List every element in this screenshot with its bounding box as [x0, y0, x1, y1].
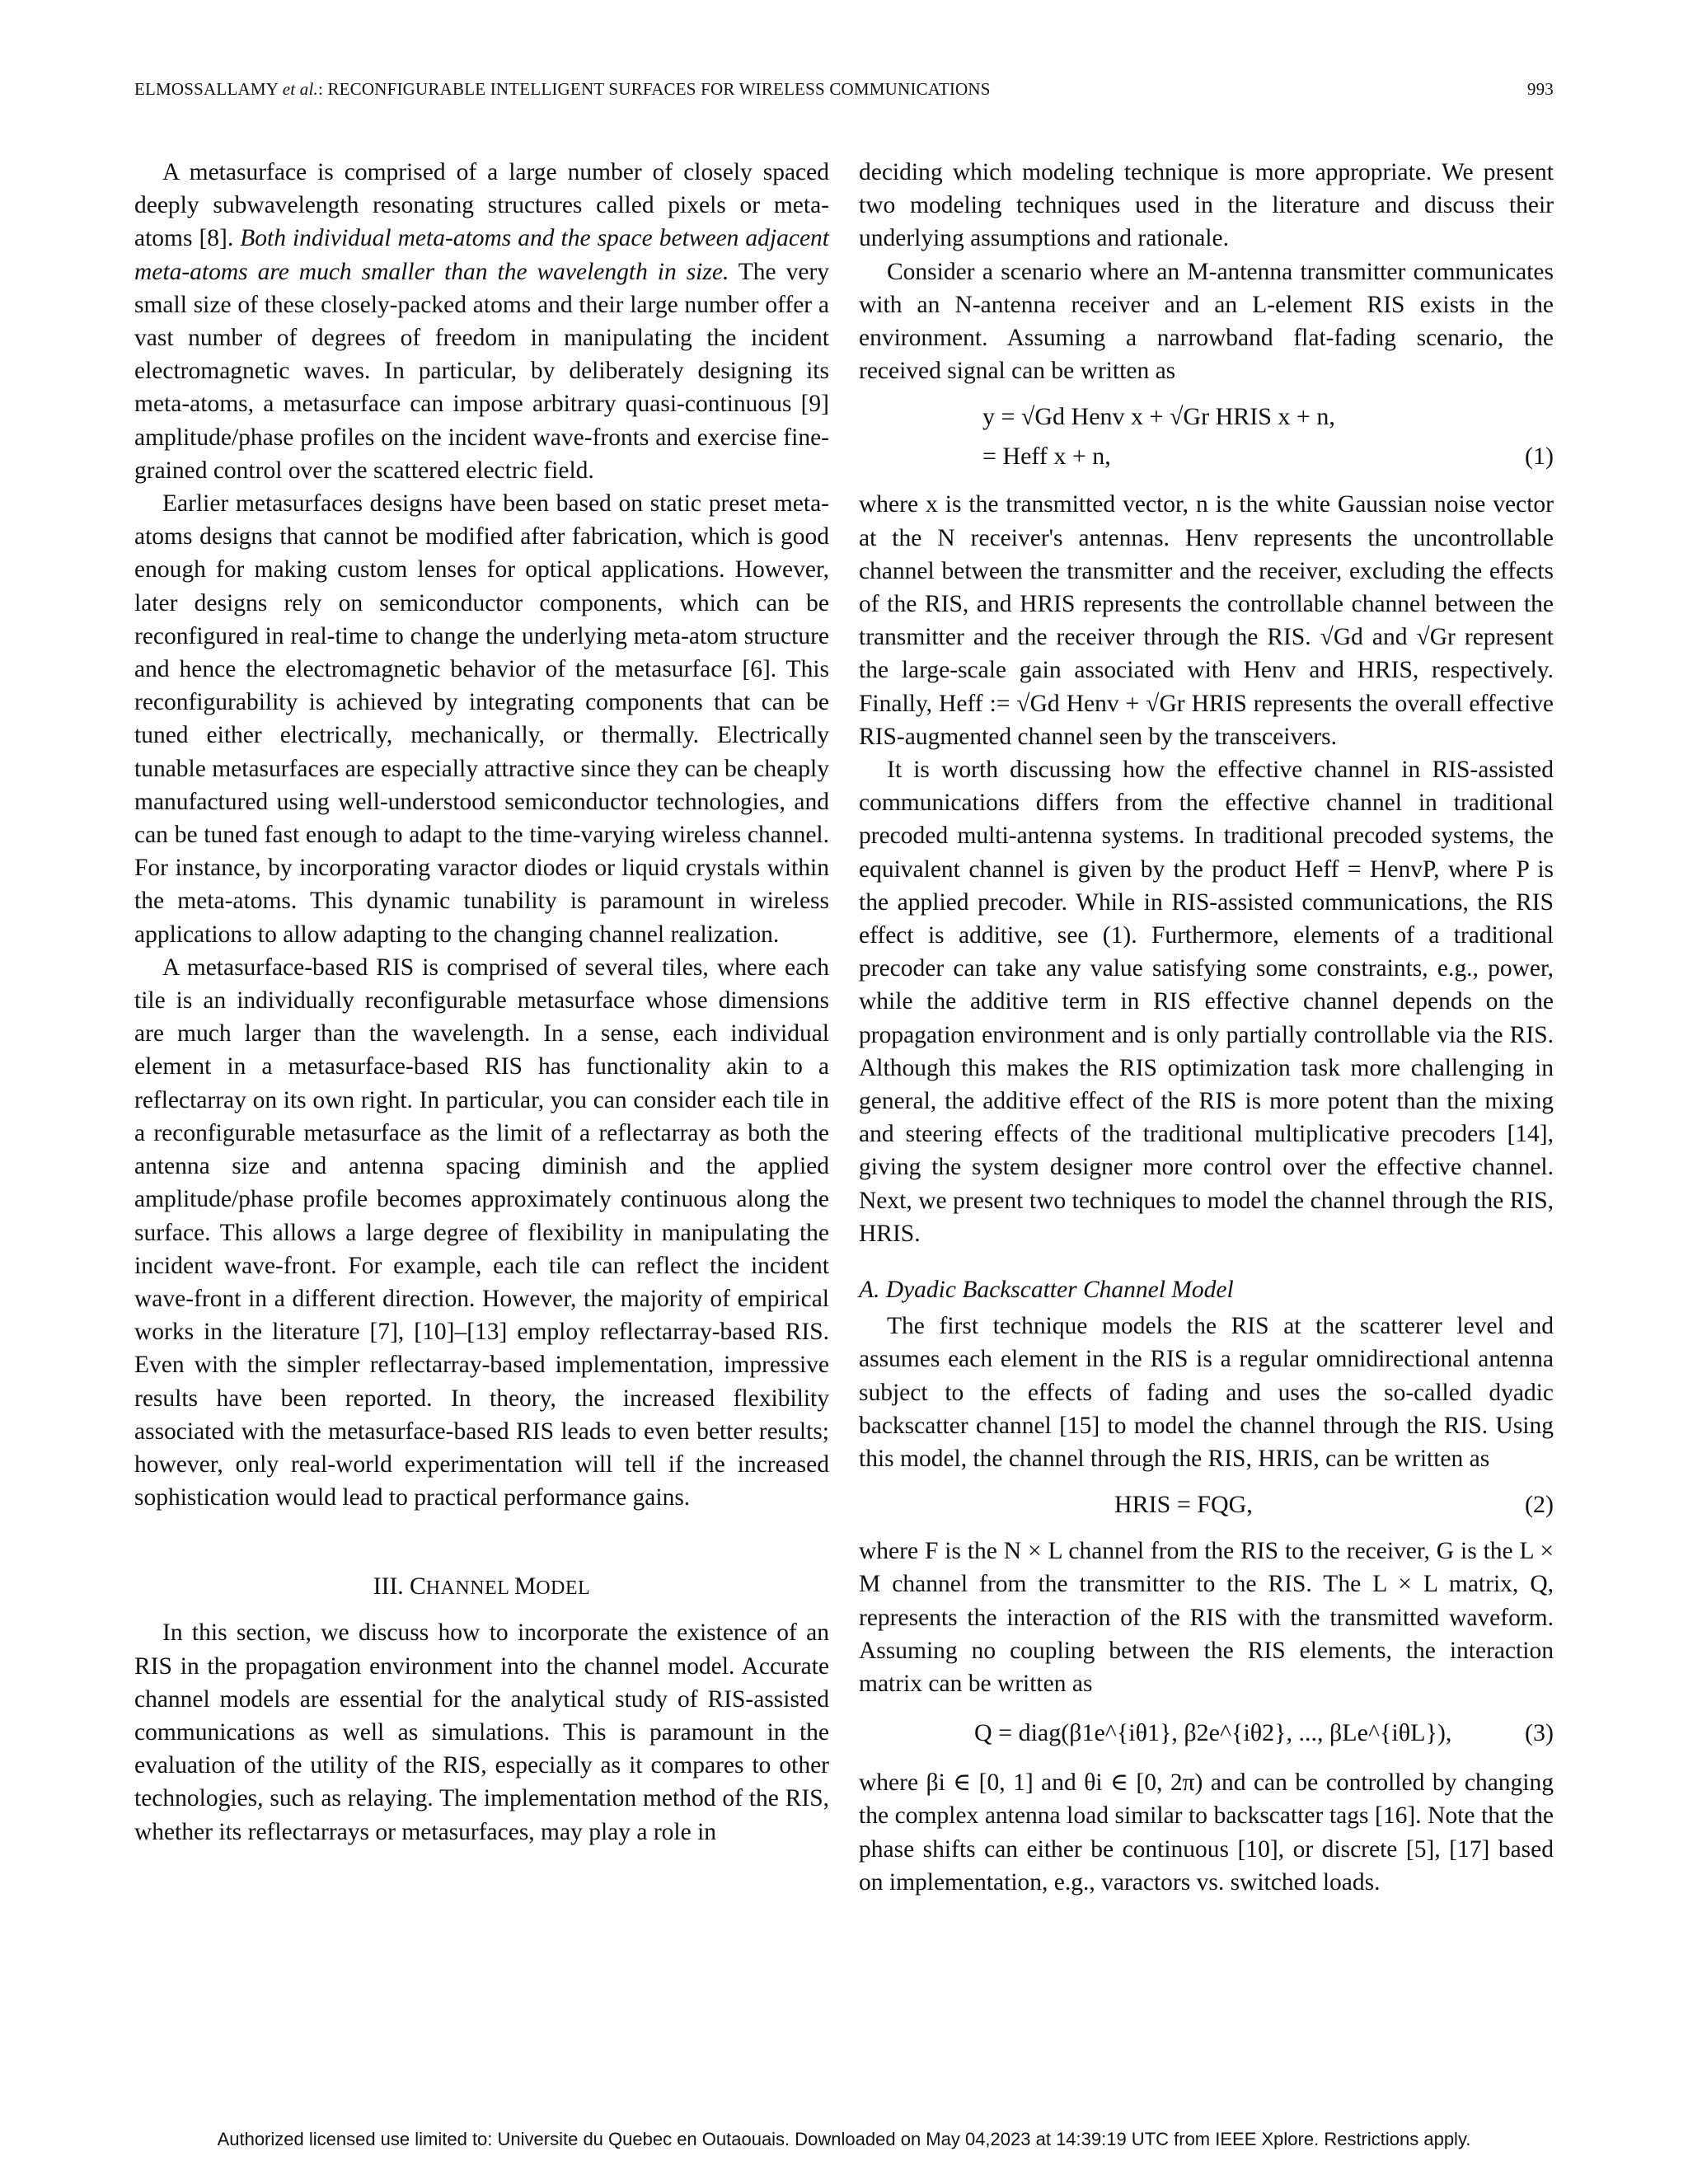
equation-1-line-2: = Heff x + n, [982, 443, 1111, 471]
paragraph: Consider a scenario where an M-antenna transmitter communicates with an N-antenna receiver and an L-element RIS exists in the environment. Assuming a narrowband flat-fading scenario, the received signal can be written as [859, 258, 1554, 385]
equation-number: (3) [1525, 1719, 1554, 1747]
equation-3 [859, 1710, 1554, 1756]
subsection-heading: A. Dyadic Backscatter Channel Model [859, 1277, 1234, 1304]
equation-number: (2) [1525, 1491, 1554, 1519]
paragraph: In this section, we discuss how to incorporate the existence of an RIS in the propagation environment into the channel model. Accurate channel models are essential for the analytical study of RIS-assisted communications as well as simulations. This is paramount in the evaluation of the utility of the RIS, especially as it compares to other technologies, such as relaying. The implementation method of the RIS, whether its reflectarrays or metasurfaces, may play a role in [134, 1619, 829, 1845]
paragraph: A metasurface is comprised of a large number of closely spaced deeply subwavelength resonating structures called pixels or meta-atoms [8]. Both individual meta-atoms and the space between adjacent meta-atoms are much smaller than the wavelength in size. The very small size of these closely-packed atoms and their large number offer a vast number of degrees of freedom in manipulating the incident electromagnetic waves. In particular, by deliberately designing its meta-atoms, a metasurface can impose arbitrary quasi-continuous [9] amplitude/phase profiles on the incident wave-fronts and exercise fine-grained control over the scattered electric field. [134, 159, 830, 484]
paragraph: deciding which modeling technique is more appropriate. We present two modeling techniques used in the literature and discuss their underlying assumptions and rationale. [859, 159, 1554, 252]
paragraph: It is worth discussing how the effective channel in RIS-assisted communications differs from the effective channel in traditional precoded multi-antenna systems. In traditional precoded systems, the equivalent channel is given by the product Heff = HenvP, where P is the applied precoder. While in RIS-assisted communications, the RIS effect is additive, see (1). Furthermore, elements of a traditional precoder can take any value satisfying some constraints, e.g., power, while the additive term in RIS effective channel depends on the propagation environment and is only partially controllable via the RIS. Although this makes the RIS optimization task more challenging in general, the additive effect of the RIS is more potent than the mixing and steering effects of the traditional multiplicative precoders [14], giving the system designer more control over the effective channel. Next, we present two techniques to model the channel through the RIS, HRIS. [859, 757, 1554, 1247]
paragraph: where F is the N × L channel from the RIS to the receiver, G is the L × M channel from the transmitter to the RIS. The L × L matrix, Q, represents the interaction of the RIS with the transmitted waveform. Assuming no coupling between the RIS elements, the interaction matrix can be written as [859, 1538, 1554, 1697]
paragraph: where x is the transmitted vector, n is the white Gaussian noise vector at the N receiver's antennas. Henv represents the uncontrollable channel between the transmitter and the receiver, excluding the effects of the RIS, and HRIS represents the controllable channel between the transmitter and the receiver through the RIS. √Gd and √Gr represent the large-scale gain associated with Henv and HRIS, respectively. Finally, Heff := √Gd Henv + √Gr HRIS represents the overall effective RIS-augmented channel seen by the transceivers. [859, 491, 1554, 750]
equation-1 [859, 397, 1554, 478]
right-column [859, 156, 1554, 1899]
paragraph: Earlier metasurfaces designs have been based on static preset meta-atoms designs that cannot be modified after fabrication, which is good enough for making custom lenses for optical applications. However, later designs rely on semiconductor components, which can be reconfigured in real-time to change the underlying meta-atom structure and hence the electromagnetic behavior of the metasurface [6]. This reconfigurability is achieved by integrating components that can be tuned either electrically, mechanically, or thermally. Electrically tunable metasurfaces are especially attractive since they can be cheaply manufactured using well-understood semiconductor technologies, and can be tuned fast enough to adapt to the time-varying wireless channel. For instance, by incorporating varactor diodes or liquid crystals within the meta-atoms. This dynamic tunability is paramount in wireless applications to allow adapting to the changing channel realization. [134, 490, 829, 948]
equation-3-body: Q = diag(β1e^{iθ1}, β2e^{iθ2}, ..., βLe^{iθL}), [974, 1719, 1452, 1747]
section-heading: III. CHANNEL MODEL [373, 1573, 591, 1601]
paragraph: where βi ∈ [0, 1] and θi ∈ [0, 2π) and can be controlled by changing the complex antenna load similar to backscatter tags [16]. Note that the phase shifts can either be continuous [10], or discrete [5], [17] based on implementation, e.g., varactors vs. switched loads. [859, 1769, 1554, 1896]
paragraph: The first technique models the RIS at the scatterer level and assumes each element in the RIS is a regular omnidirectional antenna subject to the effects of fading and uses the so-called dyadic backscatter channel [15] to model the channel through the RIS. Using this model, the channel through the RIS, HRIS, can be written as [859, 1313, 1554, 1472]
equation-number: (1) [1525, 443, 1554, 471]
equation-2-body: HRIS = FQG, [1114, 1491, 1253, 1519]
left-column [134, 156, 829, 1849]
equation-2 [859, 1485, 1554, 1525]
running-header [134, 79, 1554, 104]
page-number: 993 [1526, 79, 1554, 99]
paragraph: A metasurface-based RIS is comprised of several tiles, where each tile is an individually reconfigurable metasurface whose dimensions are much larger than the wavelength. In a sense, each individual element in a metasurface-based RIS has functionality akin to a reflectarray on its own right. In particular, you can consider each tile in a reconfigurable metasurface as the limit of a reflectarray as both the antenna size and antenna spacing diminish and the applied amplitude/phase profile becomes approximately continuous along the surface. This allows a large degree of flexibility in manipulating the incident wave-front. For example, each tile can reflect the incident wave-front in a different direction. However, the majority of empirical works in the literature [7], [10]–[13] employ reflectarray-based RIS. Even with the simpler reflectarray-based implementation, impressive results have been reported. In theory, the increased flexibility associated with the metasurface-based RIS leads to even better results; however, only real-world experimentation will tell if the increased sophistication would lead to practical performance gains. [134, 954, 829, 1511]
license-footer: Authorized licensed use limited to: Universite du Quebec en Outaouais. Downloaded on May 04,2023 at 14:39:19 UTC from IEEE Xplore. Restrictions apply. [217, 2129, 1471, 2149]
equation-1-line-1: y = √Gd Henv x + √Gr HRIS x + n, [982, 403, 1335, 431]
header-title: ELMOSSALLAMY et al.: RECONFIGURABLE INTELLIGENT SURFACES FOR WIRELESS COMMUNICATIONS [134, 79, 991, 99]
